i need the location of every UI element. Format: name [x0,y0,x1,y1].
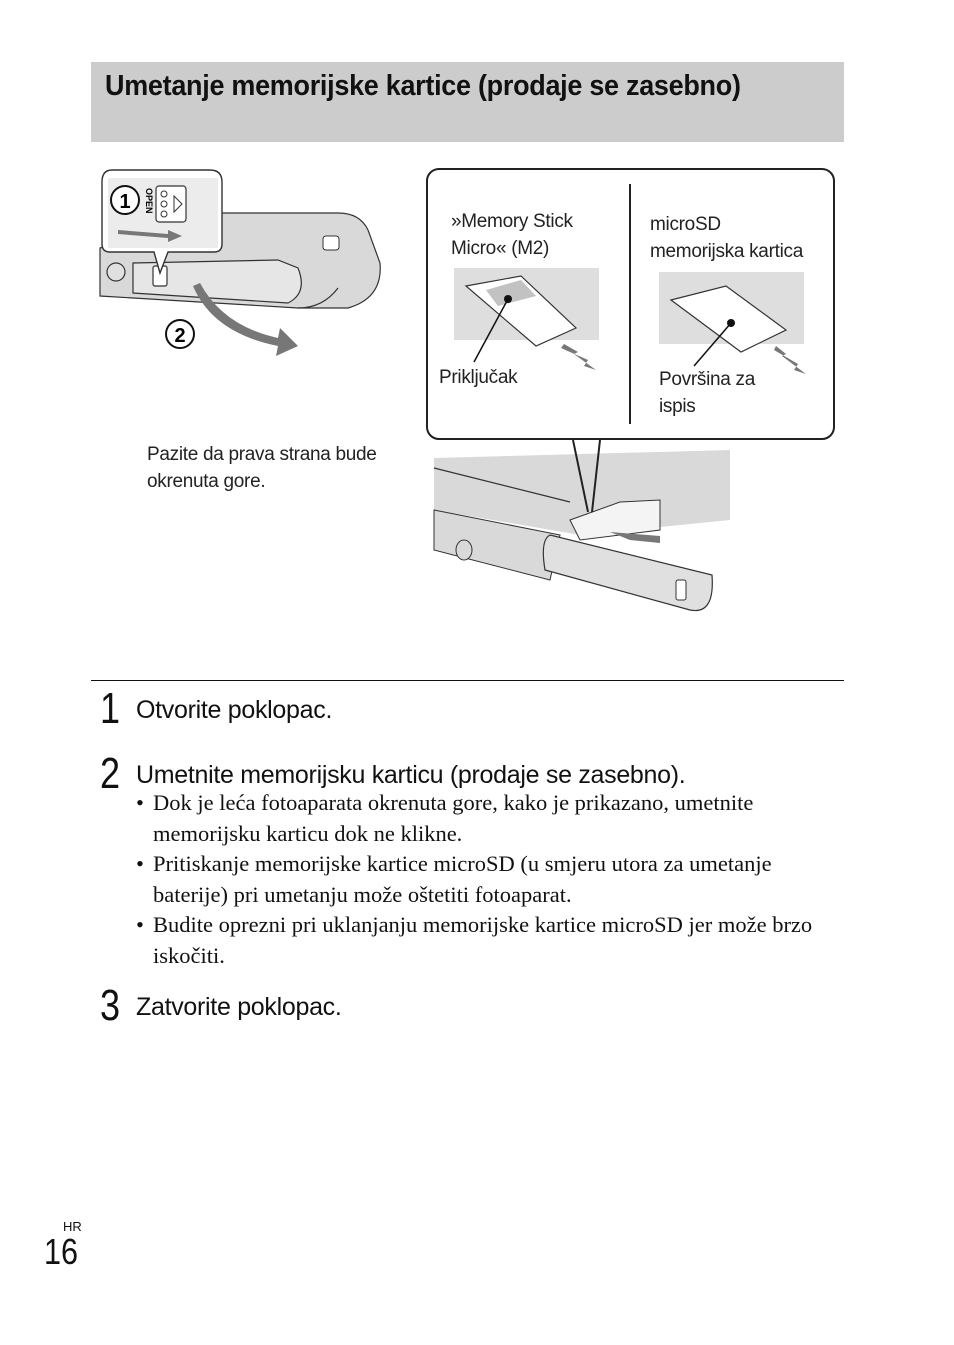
step-label: Otvorite poklopac. [136,696,333,724]
camera-open-cover-drawing [98,168,408,368]
note-text: Pritiskanje memorijske kartice microSD (u smjeru utora za umetanje baterije) pri umetanju može oštetiti fotoaparat. [153,851,772,907]
open-cover-illustration [98,168,408,368]
memory-stick-title [451,208,573,262]
microsd-title-line1: microSD [650,214,721,235]
page-language: HR [63,1219,82,1234]
orientation-note-line2: okrenuta gore. [147,471,266,492]
step-label: Zatvorite poklopac. [136,993,342,1021]
memory-stick-title-line1: »Memory Stick [451,211,573,232]
print-surface-label-line1: Površina za [659,369,755,390]
card-orientation-callout [426,168,836,442]
microsd-title [650,211,803,265]
step-number: 1 [100,684,121,733]
section-divider [91,680,844,681]
note-item: • Dok je leća fotoaparata okrenuta gore, kako je prikazano, umetnite memorijsku karticu dok ne klikne. [136,790,754,846]
note-item: • Budite oprezni pri uklanjanju memorijske kartice microSD jer može brzo iskočiti. [136,912,813,968]
microsd-title-line2: memorijska kartica [650,241,803,262]
camera-slot-illustration [430,440,730,620]
note-text: Dok je leća fotoaparata okrenuta gore, kako je prikazano, umetnite memorijsku karticu dok ne klikne. [153,790,754,846]
section-title-bar [91,62,844,142]
step-number: 2 [100,749,121,798]
orientation-note [147,441,377,495]
print-surface-label [659,366,755,420]
orientation-note-line1: Pazite da prava strana bude [147,444,377,465]
open-switch-label: OPEN [144,188,154,214]
section-title: Umetanje memorijske kartice (prodaje se zasebno) [105,70,741,102]
note-text: Budite oprezni pri uklanjanju memorijske kartice microSD jer može brzo iskočiti. [153,912,813,968]
step-marker-2: 2 [174,325,186,347]
connector-label: Priključak [439,367,518,388]
note-item: • Pritiskanje memorijske kartice microSD (u smjeru utora za umetanje baterije) pri umetanju može oštetiti fotoaparat. [136,851,772,907]
step-label: Umetnite memorijsku karticu (prodaje se zasebno). [136,761,686,789]
step-2-notes [136,788,836,971]
page-number: 16 [44,1231,79,1272]
camera-slot-drawing [430,440,730,620]
step-number: 3 [100,981,121,1030]
print-surface-label-line2: ispis [659,396,696,417]
step-marker-1: 1 [119,191,131,213]
memory-stick-title-line2: Micro« (M2) [451,238,550,259]
